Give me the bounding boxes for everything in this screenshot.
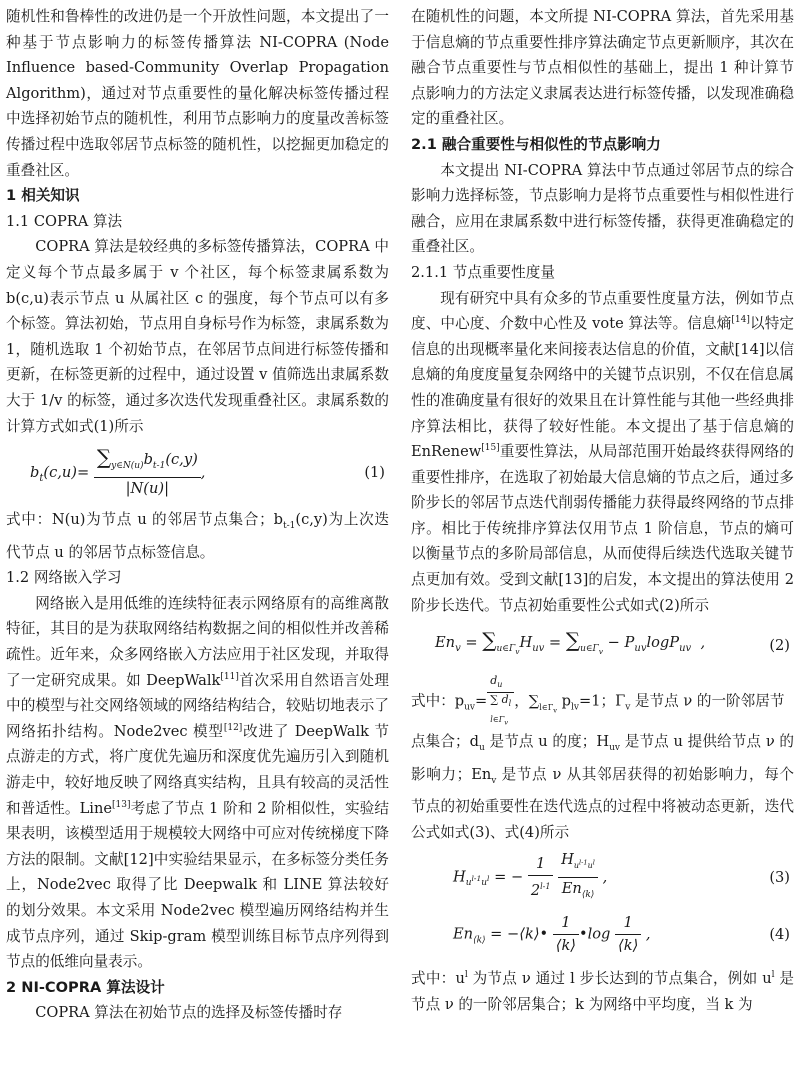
eq2-where-paragraph: 式中：$p_{uv}=$ $d_u$ ∑ $d_l$ $l\in\Gamma_v$ ，$\sum_{l\in\Gamma_v}$ $p_{lv}=1$；$\Gamma_v$ 是节点 ν 的一阶邻居节	[411, 674, 794, 729]
equation-2-body: $En_v = \sum_{u\in\Gamma_v}H_{uv} = \sum_{u\in\Gamma_v} - P_{uv}\log P_{uv}$ ,	[435, 628, 706, 656]
eq1-where-paragraph: 式中：N(u)为节点 u 的邻居节点集合；$b_{t-1}(c,y)$为上次迭代节点 u 的邻居节点标签信息。	[6, 511, 390, 561]
design-paragraph: COPRA 算法在初始节点的选择及标签传播时存	[35, 1004, 343, 1022]
intro-paragraph: 随机性和鲁棒性的改进仍是一个开放性问题，本文提出了一种基于节点影响力的标签传播算法 NI-COPRA (Node Influence based-Community Overlap Propagation Algorithm)，通过对节点重要性的量化解决标签传播过程中选择初始节点的随机性，利用节点影响力的度量改善标签传播过程中选取邻居节点标签的随机性，以挖掘更加稳定的重叠社区。	[6, 8, 389, 179]
subsection-heading-1-1: 1.1 COPRA 算法	[6, 212, 123, 230]
equation-3	[411, 849, 794, 905]
equation-3-fraction-2: $\frac{H_{u^{l-1}u^l}}{En_{⟨k⟩}}$	[558, 849, 598, 906]
equation-3-number: (3)	[769, 868, 790, 886]
equation-4-number: (4)	[769, 925, 790, 943]
equation-3-fraction-1: $\frac{1}{2^{l-1}}$	[528, 853, 554, 902]
equation-4-fraction-1: $\frac{1}{⟨k⟩}$	[553, 912, 579, 957]
subsubsection-heading-2-1-1: 2.1.1 节点重要性度量	[411, 263, 555, 281]
equation-3-body: $H_{u^{l-1}u^l}$ = − $\frac{1}{2^{l-1}}$ $\frac{H_{u^{l-1}u^l}}{En_{⟨k⟩}}$ ,	[435, 849, 607, 906]
equation-4-fraction-2: $\frac{1}{⟨k⟩}$	[615, 912, 641, 957]
continuation-paragraph: 在随机性的问题，本文所提 NI-COPRA 算法，首先采用基于信息熵的节点重要性排序算法确定节点更新顺序，其次在融合节点重要性与节点相似性的基础上，提出 1 种计算节点影响力的方法定义隶属表达进行标签传播，以发现准确稳定的重叠社区。	[411, 8, 794, 128]
left-column	[6, 4, 389, 1026]
equation-2	[411, 618, 794, 674]
eq2-where-paragraph-2: 点集合；$d_u$ 是节点 u 的度；$H_{uv}$ 是节点 u 提供给节点 ν 的影响力；$En_v$ 是节点 ν 从其邻居获得的初始影响力，每个节点的初始重要性在迭代选点的过程中将被动态更新，迭代公式如式(3)、式(4)所示	[411, 733, 795, 841]
equation-1-number: (1)	[364, 464, 385, 482]
section-heading-1: 1 相关知识	[6, 187, 80, 205]
importance-paragraph: 现有研究中具有众多的节点重要性度量方法，例如节点度、中心度、介数中心性及 vote 算法等。信息熵[14]以特定信息的出现概率量化来间接表达信息的价值，文献[14]以信息熵的角度度量复杂网络中的关键节点识别，不仅在信息属性的准确度量有很好的效果且在计算性能与其他一些经典排序算法相比，获得了较好性能。本文提出了基于信息熵的 EnRenew[15]重要性算法，从局部范围开始最终获得网络的重要性排序，在选取了初始最大信息熵的节点之后，通过多阶步长的邻居节点迭代削弱传播能力获得最终网络的节点排序。相比于传统排序算法仅用节点 1 阶信息，节点的熵可以衡量节点的多阶局部信息，从而使得后续迭代选取关键节点更加有效。受到文献[13]的启发，本文提出的算法使用 2 阶步长迭代。节点初始重要性公式如式(2)所示	[411, 289, 794, 614]
equation-1-body: $b_t(c,u)=$ $\frac{\sum_{y\in N(u)}b_{t-1}(c,y)}{|N(u)|}$ ,	[30, 446, 205, 500]
equation-1	[6, 439, 389, 507]
right-column	[411, 4, 794, 1017]
equation-2-number: (2)	[769, 637, 790, 655]
embedding-paragraph: 网络嵌入是用低维的连续特征表示网络原有的高维离散特征，其目的是为获取网络结构数据之间的相似性并改善稀疏性。近年来，众多网络嵌入方法应用于社区发现，并取得了一定研究成果。如 DeepWalk[11]首次采用自然语言处理中的模型与社交网络领域的网络结构结合，较贴切地表示了网络拓扑结构。Node2vec 模型[12]改进了 DeepWalk 节点游走的方式，将广度优先遍历和深度优先遍历引入到随机游走中，较好地反映了网络真实结构，且具有较高的灵活性和普适性。Line[13]考虑了节点 1 阶和 2 阶相似性，实验结果表明，该模型适用于规模较大网络中可应对传统梯度下降方法的限制。文献[12]中实验结果显示，在多标签分类任务上，Node2vec 取得了比 Deepwalk 和 LINE 算法较好的划分效果。本文采用 Node2vec 模型遍历网络结构并生成节点序列，通过 Skip-gram 模型训练目标节点序列得到节点的低维向量表示。	[6, 594, 389, 971]
influence-paragraph: 本文提出 NI-COPRA 算法中节点通过邻居节点的综合影响力选择标签，节点影响力是将节点重要性与相似性进行融合，应用在隶属系数中进行标签传播，获得更准确稳定的重叠社区。	[411, 161, 794, 256]
eq2-where-fraction: $d_u$ ∑ $d_l$ $l\in\Gamma_v$	[487, 674, 514, 729]
equation-4	[411, 905, 794, 963]
section-heading-2: 2 NI-COPRA 算法设计	[6, 978, 165, 996]
subsection-heading-2-1: 2.1 融合重要性与相似性的节点影响力	[411, 135, 661, 153]
equation-4-body: $En_{⟨k⟩}$ = −⟨k⟩• $\frac{1}{⟨k⟩}$ •log $\frac{1}{⟨k⟩}$ ,	[435, 912, 651, 957]
equation-1-fraction: $\frac{\sum_{y\in N(u)}b_{t-1}(c,y)}{|N(u)|}$	[94, 446, 201, 500]
eq4-where-paragraph: 式中：$u^l$ 为节点 ν 通过 l 步长达到的节点集合，例如 $u^l$ 是节点 ν 的一阶邻居集合；k 为网络中平均度，当 k 为	[411, 970, 794, 1013]
subsection-heading-1-2: 1.2 网络嵌入学习	[6, 569, 122, 587]
copra-paragraph: COPRA 算法是较经典的多标签传播算法，COPRA 中定义每个节点最多属于 v 个社区，每个标签隶属系数为 b(c,u)表示节点 u 从属社区 c 的强度，每个节点可以有多个标签。算法初始，节点用自身标号作为标签，隶属系数为 1，随机选取 1 个初始节点，在邻居节点间进行标签传播和更新，在标签更新的过程中，通过设置 v 值筛选出隶属系数大于 1/v 的标签，通过多次迭代发现重叠社区。隶属系数的计算方式如式(1)所示	[6, 238, 389, 435]
